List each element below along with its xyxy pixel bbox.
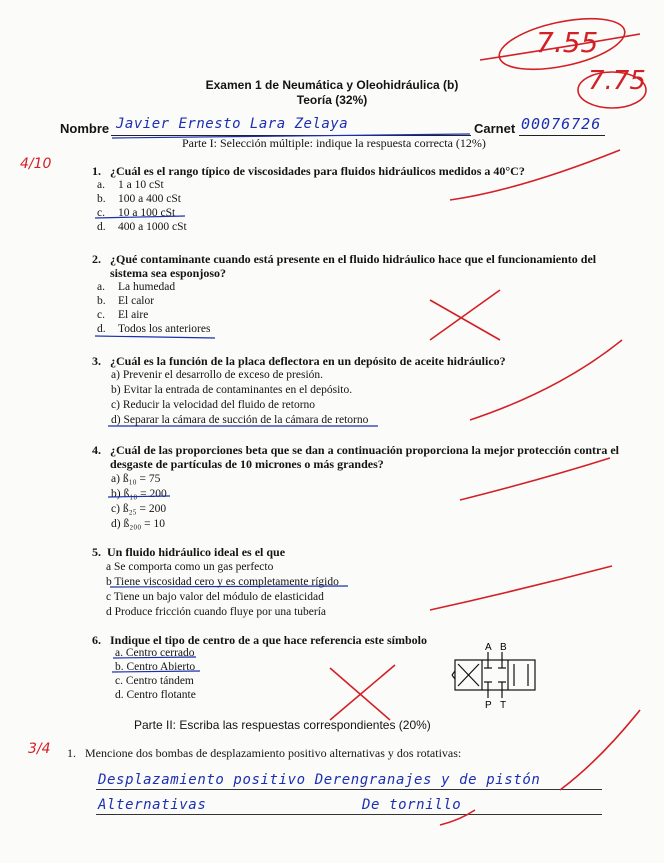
- q2-option-d[interactable]: [97, 322, 211, 336]
- option-letter: d.: [97, 221, 106, 233]
- q3-option-c[interactable]: [111, 398, 315, 412]
- answer-text-2b: De tornillo: [362, 797, 462, 813]
- q4-option-a[interactable]: [111, 472, 160, 486]
- nombre-label: Nombre: [60, 121, 110, 136]
- option-letter: b.: [97, 295, 106, 307]
- option-letter: c.: [115, 675, 123, 687]
- option-text: Centro Abierto: [126, 661, 196, 673]
- valve-port-a: A: [485, 642, 492, 653]
- option-letter: d): [111, 518, 121, 530]
- part2-score: 3/4: [28, 741, 51, 757]
- option-text: Centro flotante: [126, 689, 196, 701]
- q2-number: 2.: [92, 252, 101, 266]
- option-letter: a.: [115, 647, 123, 659]
- option-text: Produce fricción cuando fluye por una tubería: [114, 606, 327, 618]
- part1-heading: Parte I: Selección múltiple: indique la respuesta correcta (12%): [182, 136, 486, 150]
- option-letter: c.: [97, 309, 105, 321]
- q5-option-c[interactable]: [106, 590, 324, 604]
- option-text: El calor: [118, 295, 155, 307]
- carnet-value: 00076726: [521, 115, 602, 133]
- option-letter: b: [106, 576, 112, 588]
- option-text: Separar la cámara de succión de la cámara de retorno: [123, 414, 369, 426]
- part1-score: 4/10: [20, 156, 52, 172]
- part2-heading: Parte II: Escriba las respuestas correspondientes (20%): [134, 718, 431, 732]
- option-text: Centro tándem: [125, 675, 194, 687]
- valve-port-b: B: [500, 642, 507, 653]
- option-text: 1 a 10 cSt: [118, 179, 164, 191]
- q3-text: ¿Cuál es la función de la placa deflectora en un depósito de aceite hidráulico?: [110, 354, 506, 368]
- carnet-line: [519, 135, 605, 136]
- q1-text: ¿Cuál es el rango típico de viscosidades para fluidos hidráulicos medidos a 40°C?: [110, 164, 525, 178]
- exam-title: Examen 1 de Neumática y Oleohidráulica (b): [205, 78, 459, 92]
- option-letter: d.: [97, 323, 106, 335]
- valve-symbol: [450, 638, 540, 708]
- option-letter: b): [111, 488, 121, 500]
- q6-option-d[interactable]: [115, 688, 196, 702]
- option-letter: a): [111, 473, 120, 485]
- valve-port-t: T: [500, 700, 507, 708]
- q2-option-a[interactable]: [97, 280, 176, 294]
- option-text: ß₂₅ = 200: [122, 503, 167, 515]
- q2-option-b[interactable]: [97, 294, 155, 308]
- option-letter: c.: [97, 207, 105, 219]
- q5-text: Un fluido hidráulico ideal es el que: [107, 545, 286, 559]
- option-text: ß₁₀ = 75: [122, 473, 161, 485]
- q4-option-d[interactable]: [111, 517, 165, 531]
- option-letter: b.: [97, 193, 106, 205]
- option-letter: c): [111, 503, 120, 515]
- option-letter: b): [111, 384, 121, 396]
- q4-text: ¿Cuál de las proporciones beta que se dan a continuación proporciona la mejor protección contra el desgaste de partículas de 10 micrones o más grandes?: [110, 443, 620, 471]
- q5-option-d[interactable]: [106, 605, 326, 619]
- option-text: Prevenir el desarrollo de exceso de presión.: [122, 369, 324, 381]
- q6-option-c[interactable]: [115, 674, 194, 688]
- q3-option-b[interactable]: [111, 383, 352, 397]
- q2-option-c[interactable]: [97, 308, 149, 322]
- q4-option-b[interactable]: [111, 487, 167, 501]
- answer-line-1: [96, 789, 602, 790]
- q1-option-a[interactable]: [97, 178, 164, 192]
- grade-score-2: 7.75: [588, 66, 646, 96]
- option-text: ß₂₀₀ = 10: [123, 518, 165, 530]
- valve-port-p: P: [485, 700, 492, 708]
- q3-option-d[interactable]: [111, 413, 368, 427]
- answer-text-1: Desplazamiento positivo Derengranajes y de pistón: [98, 772, 541, 788]
- q3-number: 3.: [92, 354, 101, 368]
- q5-option-b[interactable]: [106, 575, 339, 589]
- q6-option-a[interactable]: [115, 646, 195, 660]
- option-letter: c: [106, 591, 112, 603]
- option-letter: a): [111, 369, 120, 381]
- q1-option-b[interactable]: [97, 192, 181, 206]
- q1-number: 1.: [92, 164, 101, 178]
- q4-number: 4.: [92, 443, 101, 457]
- option-text: 400 a 1000 cSt: [118, 221, 187, 233]
- option-letter: d): [111, 414, 121, 426]
- option-text: ß₁₀ = 200: [123, 488, 167, 500]
- option-text: La humedad: [118, 281, 176, 293]
- grade-score-1: 7.55: [536, 26, 599, 59]
- exam-subtitle: Teoría (32%): [296, 93, 368, 107]
- option-text: Reducir la velocidad del fluido de retorno: [122, 399, 316, 411]
- option-text: Tiene viscosidad cero y es completamente rígido: [114, 576, 339, 588]
- nombre-value: Javier Ernesto Lara Zelaya: [116, 116, 349, 132]
- option-letter: d: [106, 606, 112, 618]
- q4-option-c[interactable]: [111, 502, 166, 516]
- option-text: Se comporta como un gas perfecto: [113, 561, 274, 573]
- q6-option-b[interactable]: [115, 660, 195, 674]
- option-text: 10 a 100 cSt: [118, 207, 176, 219]
- option-text: Tiene un bajo valor del módulo de elasticidad: [113, 591, 324, 603]
- option-text: 100 a 400 cSt: [118, 193, 181, 205]
- part2-q1-number: 1.: [67, 746, 76, 760]
- option-letter: a.: [97, 179, 105, 191]
- q1-option-d[interactable]: [97, 220, 187, 234]
- q5-option-a[interactable]: [106, 560, 273, 574]
- option-letter: c): [111, 399, 120, 411]
- answer-line-2: [96, 814, 602, 815]
- q5-number: 5.: [92, 545, 101, 559]
- option-text: Evitar la entrada de contaminantes en el depósito.: [123, 384, 353, 396]
- q2-text: ¿Qué contaminante cuando está presente en el fluido hidráulico hace que el funcionamiento del sistema sea esponjoso?: [110, 252, 597, 280]
- option-letter: a.: [97, 281, 105, 293]
- q3-option-a[interactable]: [111, 368, 323, 382]
- answer-text-2a: Alternativas: [98, 797, 207, 813]
- q6-text: Indique el tipo de centro de a que hace referencia este símbolo: [110, 633, 427, 647]
- option-text: Todos los anteriores: [118, 323, 211, 335]
- q6-number: 6.: [92, 633, 101, 647]
- part2-q1-text: Mencione dos bombas de desplazamiento positivo alternativas y dos rotativas:: [85, 746, 462, 760]
- q1-option-c[interactable]: [97, 206, 176, 220]
- option-letter: d.: [115, 689, 124, 701]
- option-text: Centro cerrado: [125, 647, 195, 659]
- option-text: El aire: [118, 309, 149, 321]
- carnet-label: Carnet: [474, 121, 516, 136]
- option-letter: a: [106, 561, 112, 573]
- option-letter: b.: [115, 661, 124, 673]
